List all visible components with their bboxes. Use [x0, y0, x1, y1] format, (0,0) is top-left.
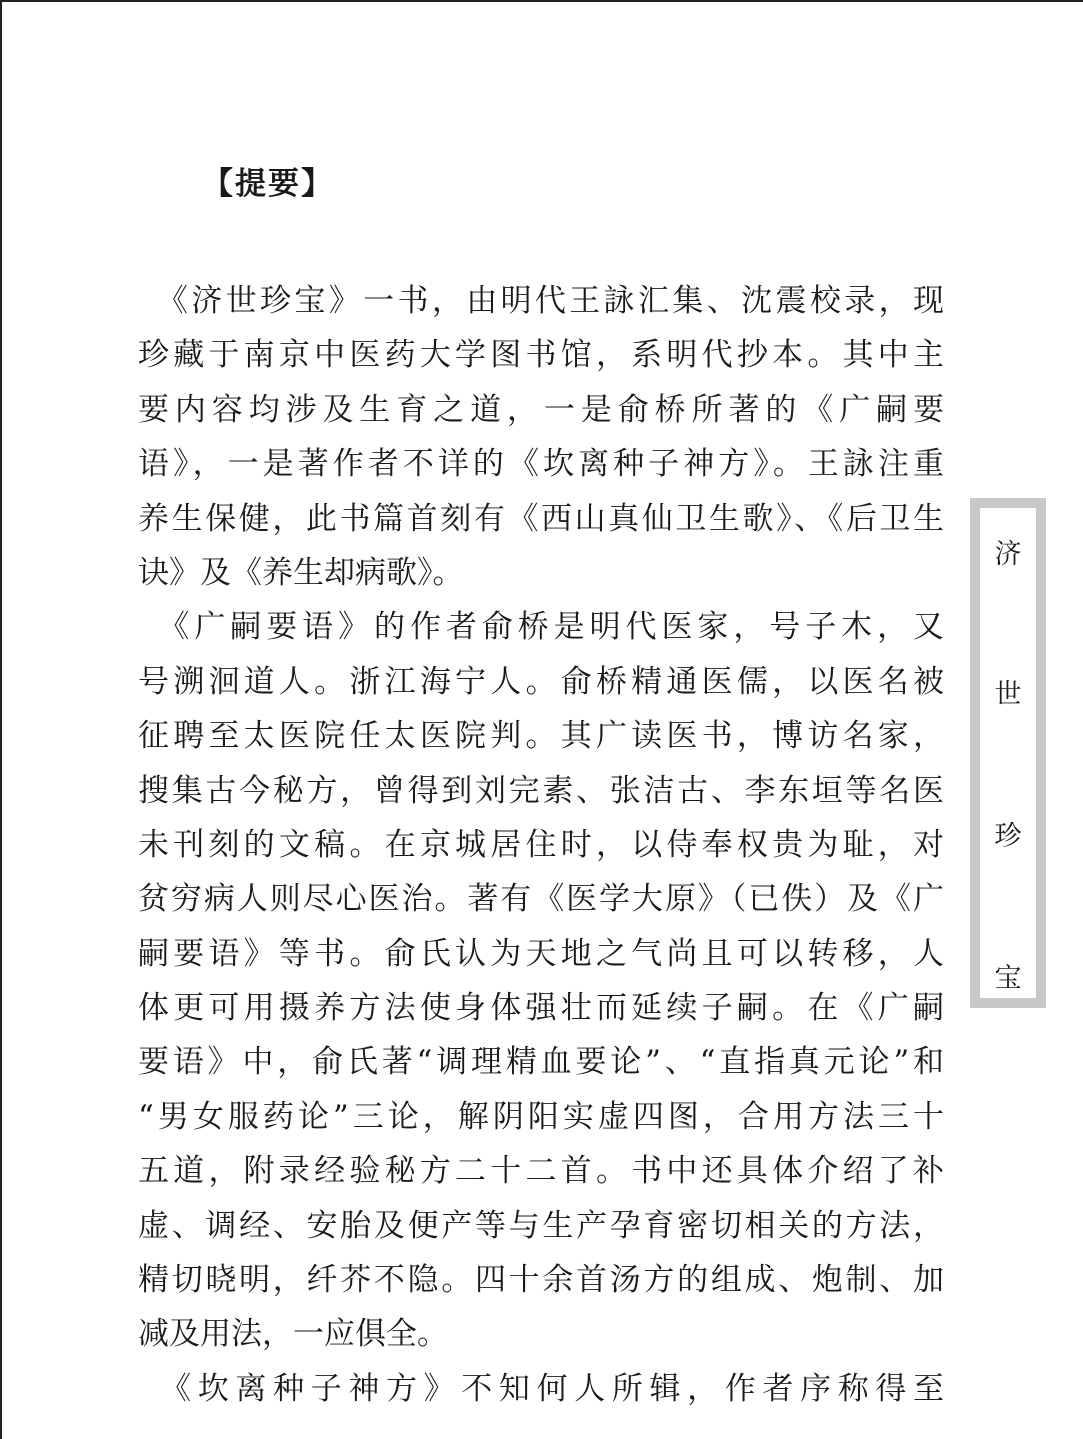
text-line: 《坎离种子神方》不知何人所辑，作者序称得至 — [138, 1370, 944, 1407]
tab-char: 世 — [994, 679, 1022, 710]
text-line: 嗣要语》等书。俞氏认为天地之气尚且可以转移，人 — [138, 935, 944, 972]
text-line: 珍藏于南京中医药大学图书馆，系明代抄本。其中主 — [138, 337, 944, 374]
text-line: 征聘至太医院任太医院判。其广读医书，博访名家， — [138, 718, 944, 755]
text-line: 养生保健，此书篇首刻有《西山真仙卫生歌》、《后卫生 — [138, 500, 944, 537]
text-line: 《广嗣要语》的作者俞桥是明代医家，号子木，又 — [138, 609, 944, 646]
text-line: “男女服药论”三论，解阴阳实虚四图，合用方法三十 — [138, 1098, 944, 1135]
text-line: 虚、调经、安胎及便产等与生产孕育密切相关的方法， — [138, 1207, 944, 1244]
text-line: 体更可用摄养方法使身体强壮而延续子嗣。在《广嗣 — [138, 990, 944, 1027]
text-line: 诀》及《养生却病歌》。 — [138, 554, 464, 591]
text-line: 语》，一是著作者不详的《坎离种子神方》。王詠注重 — [138, 446, 944, 483]
tab-char: 珍 — [994, 821, 1022, 852]
tab-char: 济 — [994, 539, 1022, 570]
book-title-tab — [970, 498, 1046, 1008]
text-line: 精切晓明，纤芥不隐。四十余首汤方的组成、炮制、加 — [138, 1262, 944, 1299]
text-line: 贫穷病人则尽心医治。著有《医学大原》（已佚）及《广 — [138, 881, 944, 918]
section-heading: 【提要】 — [202, 166, 334, 202]
text-line: 减及用法，一应俱全。 — [138, 1316, 448, 1353]
text-line: 号溯洄道人。浙江海宁人。俞桥精通医儒，以医名被 — [138, 663, 944, 700]
tab-char: 宝 — [994, 963, 1022, 994]
body-text — [138, 274, 944, 1416]
text-line: 《济世珍宝》一书，由明代王詠汇集、沈震校录，现 — [138, 283, 944, 319]
text-line: 搜集古今秘方，曾得到刘完素、张洁古、李东垣等名医 — [138, 772, 944, 809]
book-title-tab-inner — [980, 508, 1036, 998]
text-line: 五道，附录经验秘方二十二首。书中还具体介绍了补 — [138, 1153, 944, 1190]
text-line: 未刊刻的文稿。在京城居住时，以侍奉权贵为耻，对 — [138, 826, 944, 863]
text-line: 要内容均涉及生育之道，一是俞桥所著的《广嗣要 — [138, 391, 944, 428]
text-line: 要语》中，俞氏著“调理精血要论”、“直指真元论”和 — [138, 1044, 944, 1081]
